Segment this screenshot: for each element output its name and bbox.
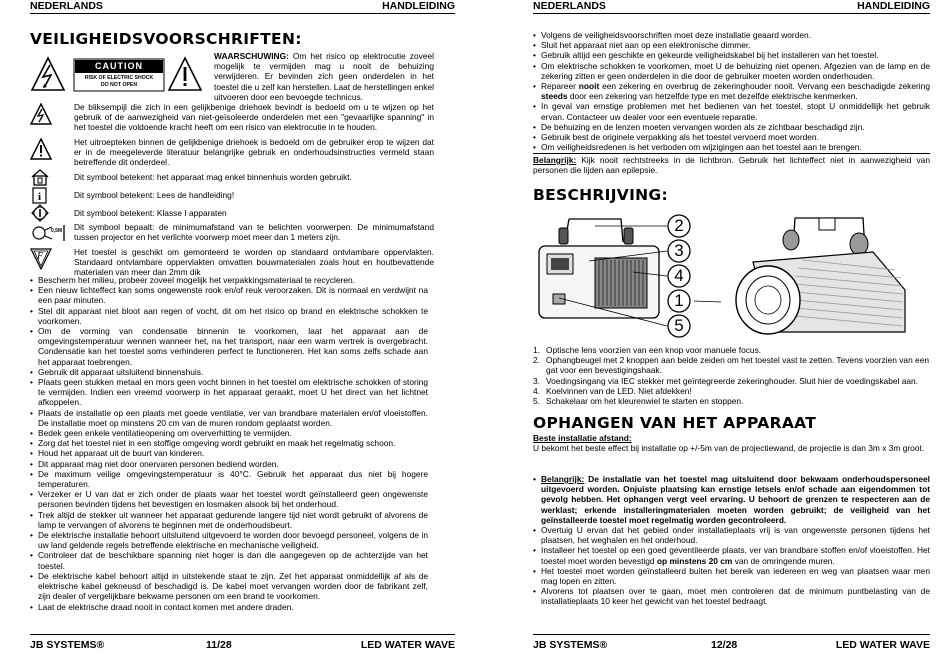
indoor-symbol — [30, 168, 52, 186]
caution-label: CAUTION — [95, 61, 143, 71]
best-distance-paragraph — [533, 433, 930, 453]
flammable-surface-symbol — [30, 246, 52, 270]
distance-symbol — [30, 222, 70, 244]
list-item: 4. Koelvinnen van de LED. Niet afdekken! — [533, 385, 692, 396]
hanging-bullet-list — [533, 474, 930, 607]
best-distance-text: U bekomt het beste effect bij installatie op +/-5m van de projectiewand, de projectie is dan 3m x 3m groot. — [533, 443, 925, 454]
header-title: HANDLEIDING — [857, 0, 930, 12]
list-item: • In geval van ernstige problemen met het bedienen van het toestel, stopt U onmiddellijk het gebruik ervan. Contacteer uw dealer voor een eventuele reparatie. — [533, 101, 930, 121]
list-item: • Plaats geen stukken metaal en mors geen vocht binnen in het toestel om elektrische schokken of storing te vermijden. Indien een vreemd voorwerp in het apparaat geraakt, moet U het direct van het lichtnet afkoppelen. — [30, 377, 428, 408]
list-item: 1. Optische lens voorzien van een knop voor manuele focus. — [533, 345, 762, 355]
list-item: • Om veiligheidsredenen is het verboden om wijzigingen aan het toestel aan te brengen. — [533, 142, 930, 152]
footer-product: LED WATER WAVE — [360, 639, 455, 651]
list-item: • Plaats de installatie op een plaats met goede ventilatie, ver van brandbare materialen en/of vloeistoffen. De installatie moet op minstens 20 cm van de muren rondom geplaatst worden. — [30, 408, 428, 428]
callout-number: 2 — [674, 216, 684, 235]
description-title: BESCHRIJVING: — [533, 186, 668, 204]
lightning-symbol — [30, 103, 52, 125]
footer-brand: JB SYSTEMS® — [30, 639, 105, 651]
list-item: • De behuizing en de lenzen moeten vervangen worden als ze zichtbaar beschadigd zijn. — [533, 122, 930, 132]
list-item: • Het toestel moet worden geïnstalleerd buiten het bereik van iedereen en weg van plaatsen waar men mag lopen en zitten. — [533, 566, 930, 586]
callout-number: 5 — [674, 316, 684, 335]
page-footer — [30, 634, 455, 650]
distance-label: 0,5M — [51, 228, 63, 234]
warning-label: WAARSCHUWING: — [214, 51, 289, 61]
important-label: Belangrijk: — [533, 155, 577, 165]
callout-number: 1 — [674, 291, 684, 310]
list-item: • Gebruik altijd een geschikte en gekeurde veiligheidskabel bij het installeren van het toestel. — [533, 50, 930, 60]
safety-bullet-list-continued — [533, 30, 930, 152]
footer-product: LED WATER WAVE — [835, 639, 930, 651]
list-item: • Zorg dat het toestel niet in een stoffige omgeving wordt gebruikt en maak het regelmatig schoon. — [30, 438, 428, 448]
list-item: • Repareer nooit een zekering en overbrug de zekeringhouder nooit. Vervang een beschadigde zekering steeds door een zekering van hetzelfde type en met dezelfde elektrische kenmerken. — [533, 81, 930, 101]
description-list — [533, 345, 930, 406]
important-text: Kijk nooit rechtstreeks in de lichtbron. Gebruik het lichteffect niet in aanwezigheid van personen die lijden aan epilepsie. — [533, 155, 930, 176]
footer-page-number: 11/28 — [206, 639, 232, 651]
warning-paragraph — [214, 51, 434, 102]
list-item: • Belangrijk: De installatie van het toestel mag uitsluitend door bekwaam onderhoudspersoneel uitgevoerd worden. Onjuiste plaatsing kan ernstige letsels en/of schade aan eigendommen tot gevolg hebben. Het ophangen vergt veel ervaring. U behoort de grenzen te respecteren aan de werklast; erkende installeringmaterialen moeten worden gebruikt; de veiligheid van het geïnstalleerde toestel moet regelmatig worden gecontroleerd. — [533, 474, 930, 525]
list-item: 3. Voedingsingang via IEC stekker met geïntegreerde zekeringhouder. Sluit hier de voedingskabel aan. — [533, 375, 918, 386]
best-distance-label: Beste installatie afstand: — [533, 433, 632, 443]
led-water-wave-drawing — [533, 210, 933, 338]
section-title: VEILIGHEIDSVOORSCHRIFTEN: — [30, 30, 302, 48]
list-item: • Trek altijd de stekker uit wanneer het apparaat gedurende langere tijd niet wordt gebruikt of alvorens de lamp te vervangen of alvorens te beginnen met de onderhoudsbeurt. — [30, 510, 428, 530]
hanging-title: OPHANGEN VAN HET APPARAAT — [533, 414, 817, 432]
svg-text:i: i — [37, 191, 42, 203]
house-icon — [30, 168, 50, 186]
exclamation-text: Het uitroepteken binnen de gelijkbenige driehoek is bedoeld om de gebruiker erop te wijzen dat er in de meegeleverde literatuur belangrijke gebruik en onderhoudsinstructies vermeld staan betreffende dit onderdeel. — [74, 137, 434, 168]
callout-number: 3 — [674, 241, 684, 260]
footer-brand: JB SYSTEMS® — [533, 639, 608, 651]
page-header — [533, 0, 930, 14]
exclamation-symbol — [30, 138, 52, 160]
list-item: • Houd het apparaat uit de buurt van kinderen. — [30, 448, 428, 458]
list-item: • Om de vorming van condensatie binnenin te voorkomen, laat het apparaat aan de omgevingstemperatuur wennen wanneer het, na het transport, naar een warm vertrek is overgebracht. Condensatie kan het toestel soms verhinderen perfect te functioneren. Het kan soms zelfs schade aan het apparaat toebrengen. — [30, 326, 428, 367]
class1-text: Dit symbool betekent: Klasse I apparaten — [74, 208, 227, 218]
list-item: • Sluit het apparaat niet aan op een elektronische dimmer. — [533, 40, 930, 50]
list-item: • Installeer het toestel op een goed geventileerde plaats, ver van brandbare stoffen en/of vloeistoffen. Het toestel moet worden bevestigd op minstens 20 cm van de omringende muren. — [533, 545, 930, 565]
class1-symbol — [30, 204, 52, 222]
list-item: • Gebruik dit apparaat uitsluitend binnenshuis. — [30, 367, 428, 377]
warning-text: Om het risico op elektrocutie zoveel mogelijk te vermijden mag u nooit de behuizing verwijderen. Er bevinden zich geen onderdelen in het toestel die u zelf kan herstellen. Laat de herstellingen enkel uitvoeren door een bevoegde technicus. — [214, 51, 434, 102]
list-item: 2. Ophangbeugel met 2 knoppen aan beide zeiden om het toestel vast te zetten. Tevens voorzien van een gat voor een bevestigingshaak. — [533, 355, 930, 376]
f-label: F — [37, 251, 44, 262]
page-right — [475, 0, 950, 654]
list-item: • Dit apparaat mag niet door onervaren personen bediend worden. — [30, 459, 428, 469]
page-header — [30, 0, 455, 14]
list-item: • Overtuig U ervan dat het gebied onder installatieplaats vrij is van ongewenste personen tijdens het plaatsen, het weghalen en het onderhoud. — [533, 525, 930, 545]
exclamation-triangle-icon — [30, 138, 52, 160]
manual-symbol — [30, 186, 52, 204]
list-item: • Gebruik best de originele verpakking als het toestel vervoerd moet worden. — [533, 132, 930, 142]
indoor-text: Dit symbool betekent: het apparaat mag enkel binnenhuis worden gebruikt. — [74, 172, 352, 182]
list-item: • Om elektrische schokken te voorkomen, moet U de behuizing niet openen. Afgezien van de lamp en de zekering zitten er geen onderdelen in die door de gebruiker moeten worden onderhouden. — [533, 61, 930, 81]
safety-bullet-list — [30, 275, 428, 612]
list-item: • De maximum veilige omgevingstemperatuur is 40°C. Gebruik het apparaat dus niet bij hogere temperaturen. — [30, 469, 428, 489]
lightning-triangle-icon — [30, 103, 52, 125]
list-item: • Bescherm het milieu, probeer zoveel mogelijk het verpakkingsmateriaal te recycleren. — [30, 275, 428, 285]
footer-page-number: 12/28 — [711, 639, 738, 651]
book-icon — [30, 186, 50, 204]
list-item: • Controleer dat de beschikbare spanning niet hoger is dan die aangegeven op de achterzijde van het toestel. — [30, 550, 428, 570]
lightning-text: De bliksempijl die zich in een gelijkbenige driehoek bevindt is bedoeld om u te wijzen op het gebruik of de aanwezigheid van niet-geïsoleerde onderdelen met een "gevaarlijke spanning" in het toestel die voldoende kracht heeft om een risico van elektrocutie in te houden. — [74, 102, 434, 133]
header-title: HANDLEIDING — [382, 0, 455, 12]
list-item: • Volgens de veiligheidsvoorschriften moet deze installatie geaard worden. — [533, 30, 930, 40]
header-language: NEDERLANDS — [30, 0, 103, 12]
manual-text: Dit symbool betekent: Lees de handleiding! — [74, 190, 235, 200]
important-note — [533, 153, 930, 175]
list-item: • Verzeker er U van dat er zich onder de plaats waar het toestel wordt geïnstalleerd geen ongewenste personen bevinden tijdens het bevestigen en losmaken alsook bij het onderhoud. — [30, 489, 428, 509]
list-item: • De elektrische installatie behoort uitsluitend uitgevoerd te worden door bevoegd personeel, volgens de in uw land geldende regels betreffende elektrische en mechanische veiligheid. — [30, 530, 428, 550]
list-item: • Bedek geen enkele ventilatieopening om oververhitting te vermijden. — [30, 428, 428, 438]
min-distance-icon — [30, 222, 70, 244]
callout-number: 4 — [674, 266, 684, 285]
distance-text: Dit symbool bepaalt: de minimumafstand van te belichten voorwerpen. De minimumafstand tussen projector en het verlichte voorwerp moet meer dan 1 meters zijn. — [74, 222, 434, 243]
page-footer — [533, 634, 930, 650]
class-one-icon — [30, 204, 50, 222]
header-language: NEDERLANDS — [533, 0, 606, 12]
list-item: • Stel dit apparaat niet bloot aan regen of vocht, dit om het risico op brand en elektrische schokken te voorkomen. — [30, 306, 428, 326]
list-item: • Laat de elektrische draad nooit in contact komen met andere draden. — [30, 602, 428, 612]
caution-graphic — [30, 54, 205, 96]
list-item: • Een nieuw lichteffect kan soms ongewenste rook en/of reuk veroorzaken. Dit is normaal en verdwijnt na een paar minuten. — [30, 285, 428, 305]
caution-line1: RISK OF ELECTRIC SHOCK — [84, 75, 154, 81]
list-item: • De elektrische kabel behoort altijd in uitstekende staat te zijn. Zet het apparaat onmiddellijk af als de elektrische kabel gekneusd of beschadigd is. De kabel moet vervangen worden door de fabrikant zelf, zijn dealer of vergelijkbare bekwame personen om een brand te voorkomen. — [30, 571, 428, 602]
caution-line2: DO NOT OPEN — [100, 82, 138, 88]
flammable-surface-text: Het toestel is geschikt om gemonteerd te worden op standaard ontvlambare oppervlakten. Standaard ontvlambare oppervlakten omvatten bouwmaterialen zoals hout en houtbevattende materialen van meer dan 2mm dik — [74, 247, 434, 278]
list-item: • Alvorens tot plaatsen over te gaan, moet men controleren dat de minimum puntbelasting van de installatieplaats 10 keer het gewicht van het toestel bedraagt. — [533, 586, 930, 606]
device-illustration — [533, 210, 933, 338]
list-item: 5. Schakelaar om het kleurenwiel te starten en stoppen. — [533, 396, 744, 407]
